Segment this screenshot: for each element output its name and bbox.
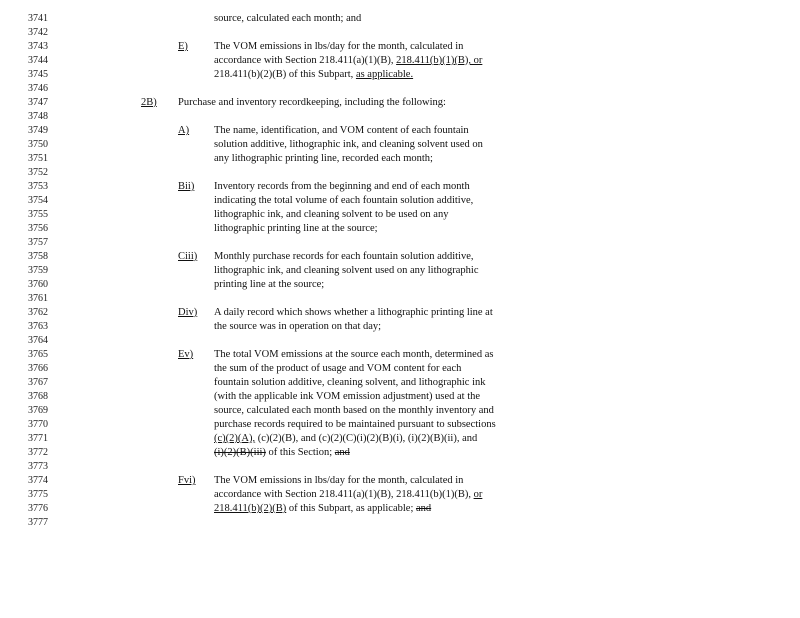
line-text bbox=[214, 208, 448, 222]
line-number: 3746 bbox=[28, 83, 48, 94]
line-number: 3745 bbox=[28, 69, 48, 80]
line-text bbox=[214, 222, 378, 236]
line-number: 3771 bbox=[28, 433, 48, 444]
text-run: source, calculated each month based on the monthly inventory and bbox=[214, 405, 494, 416]
inserted-text: 218.411(b)(1)(B), or bbox=[396, 55, 483, 66]
line-text bbox=[214, 152, 433, 166]
subsection-label: Bii) bbox=[178, 181, 195, 192]
deleted-text: and bbox=[334, 447, 350, 458]
document-line bbox=[0, 194, 800, 208]
document-line bbox=[0, 460, 800, 474]
document-line bbox=[0, 446, 800, 460]
text-run: the source was in operation on that day; bbox=[214, 321, 382, 332]
line-number: 3774 bbox=[28, 475, 48, 486]
line-number: 3744 bbox=[28, 55, 48, 66]
line-number: 3769 bbox=[28, 405, 48, 416]
text-run: The VOM emissions in lbs/day for the month, calculated in bbox=[214, 41, 464, 52]
document-line bbox=[0, 180, 800, 194]
text-run: (c)(2)(B), and (c)(2)(C)(i)(2)(B)(i), (i)(2)(B)(ii), and bbox=[255, 433, 478, 444]
line-number: 3773 bbox=[28, 461, 48, 472]
document-line bbox=[0, 488, 800, 502]
line-number: 3777 bbox=[28, 517, 48, 528]
text-run: lithographic printing line at the source; bbox=[214, 223, 378, 234]
line-text bbox=[214, 278, 324, 292]
subsection-label: Ciii) bbox=[178, 251, 198, 262]
document-line bbox=[0, 432, 800, 446]
line-text bbox=[214, 124, 469, 138]
text-run: lithographic ink, and cleaning solvent to be used on any bbox=[214, 209, 449, 220]
line-number: 3755 bbox=[28, 209, 48, 220]
document-line bbox=[0, 278, 800, 292]
line-number: 3749 bbox=[28, 125, 48, 136]
text-run: any lithographic printing line, recorded each month; bbox=[214, 153, 433, 164]
line-number: 3775 bbox=[28, 489, 48, 500]
line-text bbox=[214, 362, 461, 376]
subsection-label: Ev) bbox=[178, 349, 194, 360]
line-text bbox=[214, 180, 470, 194]
line-text bbox=[214, 404, 494, 418]
text-run: accordance with Section 218.411(a)(1)(B), 218.411(b)(1)(B), bbox=[214, 489, 474, 500]
line-text bbox=[214, 502, 431, 516]
line-text bbox=[214, 488, 482, 502]
inserted-text: (c)(2)(A), bbox=[214, 433, 256, 444]
deleted-text: and bbox=[415, 503, 432, 514]
line-number: 3767 bbox=[28, 377, 48, 388]
text-run: purchase records required to be maintained pursuant to subsections bbox=[214, 419, 496, 430]
line-text bbox=[214, 194, 473, 208]
document-line bbox=[0, 222, 800, 236]
text-run: printing line at the source; bbox=[214, 279, 325, 290]
text-run: source, calculated each month; and bbox=[214, 13, 362, 24]
line-text bbox=[214, 474, 463, 488]
document-line bbox=[0, 418, 800, 432]
document-line bbox=[0, 362, 800, 376]
line-text bbox=[178, 96, 446, 110]
line-number: 3743 bbox=[28, 41, 48, 52]
subsection-label: 2B) bbox=[141, 97, 157, 108]
text-run: A daily record which shows whether a lithographic printing line at bbox=[214, 307, 493, 318]
document-line bbox=[0, 404, 800, 418]
document-line bbox=[0, 334, 800, 348]
document-line bbox=[0, 208, 800, 222]
document-line bbox=[0, 124, 800, 138]
line-number: 3768 bbox=[28, 391, 48, 402]
document-line bbox=[0, 26, 800, 40]
document-line bbox=[0, 348, 800, 362]
text-run: the sum of the product of usage and VOM content for each bbox=[214, 363, 462, 374]
line-text bbox=[214, 264, 478, 278]
text-run: (with the applicable ink VOM emission adjustment) used at the bbox=[214, 391, 481, 402]
line-text bbox=[214, 40, 463, 54]
line-text bbox=[214, 250, 474, 264]
line-number: 3752 bbox=[28, 167, 48, 178]
document-line bbox=[0, 68, 800, 82]
line-text bbox=[214, 12, 361, 26]
subsection-label: A) bbox=[178, 125, 190, 136]
line-text bbox=[214, 376, 486, 390]
document-line bbox=[0, 292, 800, 306]
line-number: 3741 bbox=[28, 13, 48, 24]
document-line bbox=[0, 264, 800, 278]
line-text bbox=[214, 390, 480, 404]
line-number: 3748 bbox=[28, 111, 48, 122]
document-line bbox=[0, 54, 800, 68]
text-run: indicating the total volume of each fountain solution additive, bbox=[214, 195, 474, 206]
line-text bbox=[214, 306, 493, 320]
text-run: of this Subpart, as applicable; bbox=[286, 503, 416, 514]
document-line bbox=[0, 516, 800, 530]
text-run: 218.411(b)(2)(B) of this Subpart, bbox=[214, 69, 356, 80]
text-run: The name, identification, and VOM content of each fountain bbox=[214, 125, 469, 136]
document-line bbox=[0, 12, 800, 26]
document-line bbox=[0, 110, 800, 124]
inserted-text: 218.411(b)(2)(B) bbox=[214, 503, 287, 514]
line-number: 3754 bbox=[28, 195, 48, 206]
line-text bbox=[214, 432, 477, 446]
line-number: 3761 bbox=[28, 293, 48, 304]
document-line bbox=[0, 320, 800, 334]
line-number: 3760 bbox=[28, 279, 48, 290]
text-run: lithographic ink, and cleaning solvent used on any lithographic bbox=[214, 265, 479, 276]
line-text bbox=[214, 138, 483, 152]
document-line bbox=[0, 138, 800, 152]
text-run: Monthly purchase records for each fountain solution additive, bbox=[214, 251, 474, 262]
document-line bbox=[0, 166, 800, 180]
line-number: 3763 bbox=[28, 321, 48, 332]
line-number: 3756 bbox=[28, 223, 48, 234]
text-run: solution additive, lithographic ink, and cleaning solvent used on bbox=[214, 139, 483, 150]
line-number: 3765 bbox=[28, 349, 48, 360]
text-run: The VOM emissions in lbs/day for the month, calculated in bbox=[214, 475, 464, 486]
document-line bbox=[0, 40, 800, 54]
line-number: 3750 bbox=[28, 139, 48, 150]
line-number: 3776 bbox=[28, 503, 48, 514]
line-number: 3762 bbox=[28, 307, 48, 318]
line-number: 3747 bbox=[28, 97, 48, 108]
document-line bbox=[0, 250, 800, 264]
text-run: accordance with Section 218.411(a)(1)(B), bbox=[214, 55, 397, 66]
subsection-label: E) bbox=[178, 41, 188, 52]
line-text bbox=[214, 54, 482, 68]
document-line bbox=[0, 474, 800, 488]
inserted-text: as applicable. bbox=[355, 69, 414, 80]
line-text bbox=[214, 68, 413, 82]
document-line bbox=[0, 236, 800, 250]
line-number: 3753 bbox=[28, 181, 48, 192]
line-number: 3772 bbox=[28, 447, 48, 458]
inserted-text: or bbox=[473, 489, 483, 500]
text-run: fountain solution additive, cleaning solvent, and lithographic ink bbox=[214, 377, 486, 388]
document-line bbox=[0, 306, 800, 320]
document-line bbox=[0, 376, 800, 390]
line-text bbox=[214, 418, 496, 432]
document-line bbox=[0, 502, 800, 516]
line-number: 3742 bbox=[28, 27, 48, 38]
line-number: 3758 bbox=[28, 251, 48, 262]
text-run: Purchase and inventory recordkeeping, including the following: bbox=[178, 97, 446, 108]
text-run: The total VOM emissions at the source each month, determined as bbox=[214, 349, 494, 360]
document-line bbox=[0, 152, 800, 166]
line-text bbox=[214, 446, 350, 460]
subsection-label: Fvi) bbox=[178, 475, 196, 486]
line-text bbox=[214, 320, 381, 334]
line-text bbox=[214, 348, 493, 362]
text-run: Inventory records from the beginning and end of each month bbox=[214, 181, 470, 192]
line-number: 3751 bbox=[28, 153, 48, 164]
document-line bbox=[0, 82, 800, 96]
text-run: of this Section; bbox=[265, 447, 335, 458]
line-number: 3759 bbox=[28, 265, 48, 276]
subsection-label: Div) bbox=[178, 307, 198, 318]
line-number: 3764 bbox=[28, 335, 48, 346]
line-number: 3766 bbox=[28, 363, 48, 374]
line-number: 3757 bbox=[28, 237, 48, 248]
document-line bbox=[0, 390, 800, 404]
document-line bbox=[0, 96, 800, 110]
deleted-text: (i)(2)(B)(iii) bbox=[214, 447, 266, 458]
line-number: 3770 bbox=[28, 419, 48, 430]
